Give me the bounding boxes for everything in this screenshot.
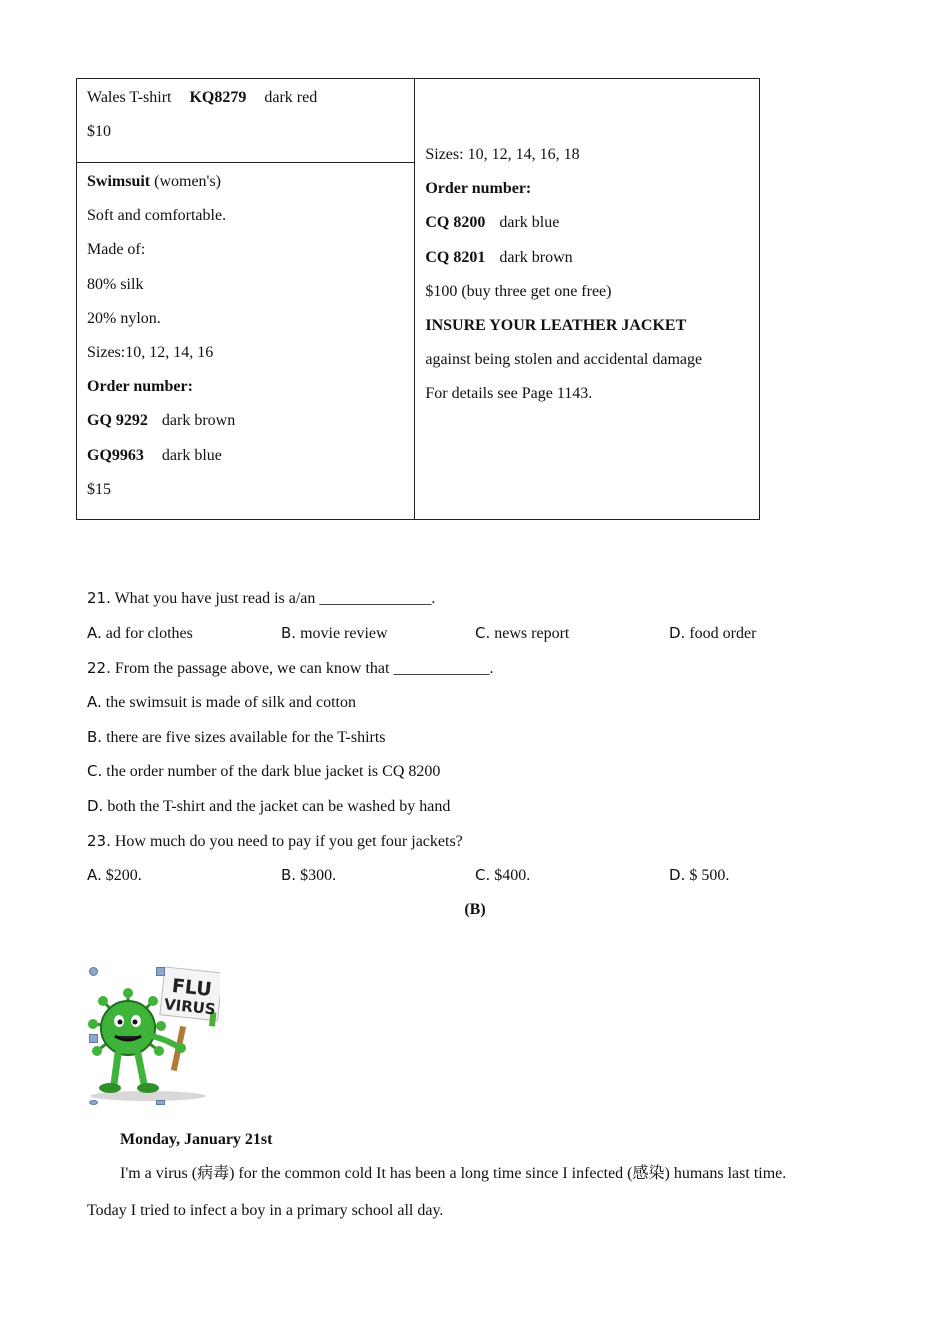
jacket-order-row [425, 241, 749, 275]
question-number: 21. [87, 589, 111, 607]
option-label: C. [475, 866, 491, 884]
swimsuit-cell [77, 163, 415, 520]
details-text: For details see Page 1143. [425, 385, 593, 403]
catalog-table [76, 78, 760, 520]
option-label: A. [87, 693, 102, 711]
option-label: B. [281, 866, 297, 884]
insure-title: INSURE YOUR LEATHER JACKET [425, 316, 687, 334]
swimsuit-note: (women's) [154, 173, 221, 190]
resize-handle[interactable] [156, 967, 165, 976]
option-22-d[interactable] [87, 794, 450, 818]
option-label: C. [87, 762, 103, 780]
question-21 [87, 586, 435, 610]
question-23 [87, 829, 463, 853]
option-21-a[interactable] [87, 621, 193, 645]
option-23-c[interactable] [475, 863, 530, 887]
swimsuit-price: $15 [87, 480, 111, 498]
insure-text: against being stolen and accidental damage [425, 351, 703, 369]
swimsuit-line: 20% nylon. [87, 309, 161, 327]
jacket-order-color: dark blue [499, 214, 560, 232]
jacket-order-code: CQ 8200 [425, 214, 486, 232]
option-label: D. [669, 624, 686, 642]
jacket-order-label: Order number: [425, 180, 532, 198]
swimsuit-order-row [87, 404, 404, 438]
option-21-d[interactable] [669, 621, 756, 645]
resize-handle[interactable] [89, 1034, 98, 1043]
sign-line-2: VIRUS [163, 995, 217, 1019]
option-text: $200. [105, 867, 142, 884]
option-text: $300. [300, 867, 337, 884]
sign-line-1: FLU [170, 974, 213, 1001]
swimsuit-order-color: dark blue [161, 446, 222, 464]
option-label: B. [87, 728, 103, 746]
question-text: From the passage above, we can know that ____________. [114, 660, 494, 677]
paragraph-line-1: I'm a virus (病毒) for the common cold It has been a long time since I infected (感染) humans last time. [120, 1165, 787, 1182]
resize-handle[interactable] [89, 967, 98, 976]
question-text: What you have just read is a/an ______________. [114, 590, 436, 607]
swimsuit-order-code: GQ 9292 [87, 412, 148, 430]
swimsuit-order-color: dark brown [161, 412, 236, 430]
option-22-c[interactable] [87, 759, 440, 783]
resize-handle[interactable] [89, 1100, 98, 1105]
option-label: D. [669, 866, 686, 884]
tshirt-code: KQ8279 [189, 89, 247, 106]
option-text: $ 500. [689, 867, 730, 884]
tshirt-name: Wales T-shirt [87, 89, 172, 106]
option-23-a[interactable] [87, 863, 142, 887]
virus-icon [88, 966, 220, 1106]
option-label: A. [87, 866, 102, 884]
option-label: B. [281, 624, 297, 642]
option-23-d[interactable] [669, 863, 729, 887]
jacket-cell [415, 79, 760, 520]
section-heading: (B) [464, 901, 486, 918]
tshirt-cell [77, 79, 415, 163]
swimsuit-line: Made of: [87, 241, 146, 259]
jacket-price: $100 (buy three get one free) [425, 282, 612, 300]
option-label: A. [87, 624, 102, 642]
option-text: ad for clothes [105, 625, 193, 642]
jacket-order-code: CQ 8201 [425, 248, 486, 266]
option-label: D. [87, 797, 104, 815]
option-text: both the T-shirt and the jacket can be washed by hand [107, 798, 451, 815]
swimsuit-order-code: GQ9963 [87, 446, 144, 464]
swimsuit-line: Soft and comfortable. [87, 207, 227, 225]
question-number: 22. [87, 659, 111, 677]
jacket-sizes: Sizes: 10, 12, 14, 16, 18 [425, 146, 580, 163]
question-22 [87, 656, 493, 680]
jacket-order-row [425, 206, 749, 240]
option-text: there are five sizes available for the T-shirts [106, 729, 386, 746]
swimsuit-order-label: Order number: [87, 378, 193, 396]
tshirt-color: dark red [264, 89, 318, 106]
swimsuit-line: 80% silk [87, 275, 144, 293]
option-text: food order [689, 625, 757, 642]
swimsuit-order-row [87, 439, 404, 473]
option-text: $400. [494, 867, 531, 884]
option-text: movie review [300, 625, 388, 642]
option-text: news report [494, 625, 570, 642]
jacket-order-color: dark brown [499, 248, 573, 266]
option-22-b[interactable] [87, 725, 386, 749]
flu-virus-image[interactable] [88, 966, 220, 1106]
question-text: How much do you need to pay if you get four jackets? [114, 833, 463, 850]
swimsuit-name: Swimsuit [87, 173, 151, 190]
resize-handle[interactable] [156, 1100, 165, 1105]
swimsuit-line: Sizes:10, 12, 14, 16 [87, 343, 214, 361]
diary-date: Monday, January 21st [120, 1131, 273, 1148]
option-label: C. [475, 624, 491, 642]
question-number: 23. [87, 832, 111, 850]
option-23-b[interactable] [281, 863, 336, 887]
option-21-b[interactable] [281, 621, 388, 645]
tshirt-price: $10 [87, 123, 111, 141]
option-21-c[interactable] [475, 621, 569, 645]
option-22-a[interactable] [87, 690, 356, 714]
paragraph-line-2: Today I tried to infect a boy in a primary school all day. [87, 1202, 444, 1219]
option-text: the order number of the dark blue jacket is CQ 8200 [106, 763, 441, 780]
option-text: the swimsuit is made of silk and cotton [105, 694, 356, 711]
